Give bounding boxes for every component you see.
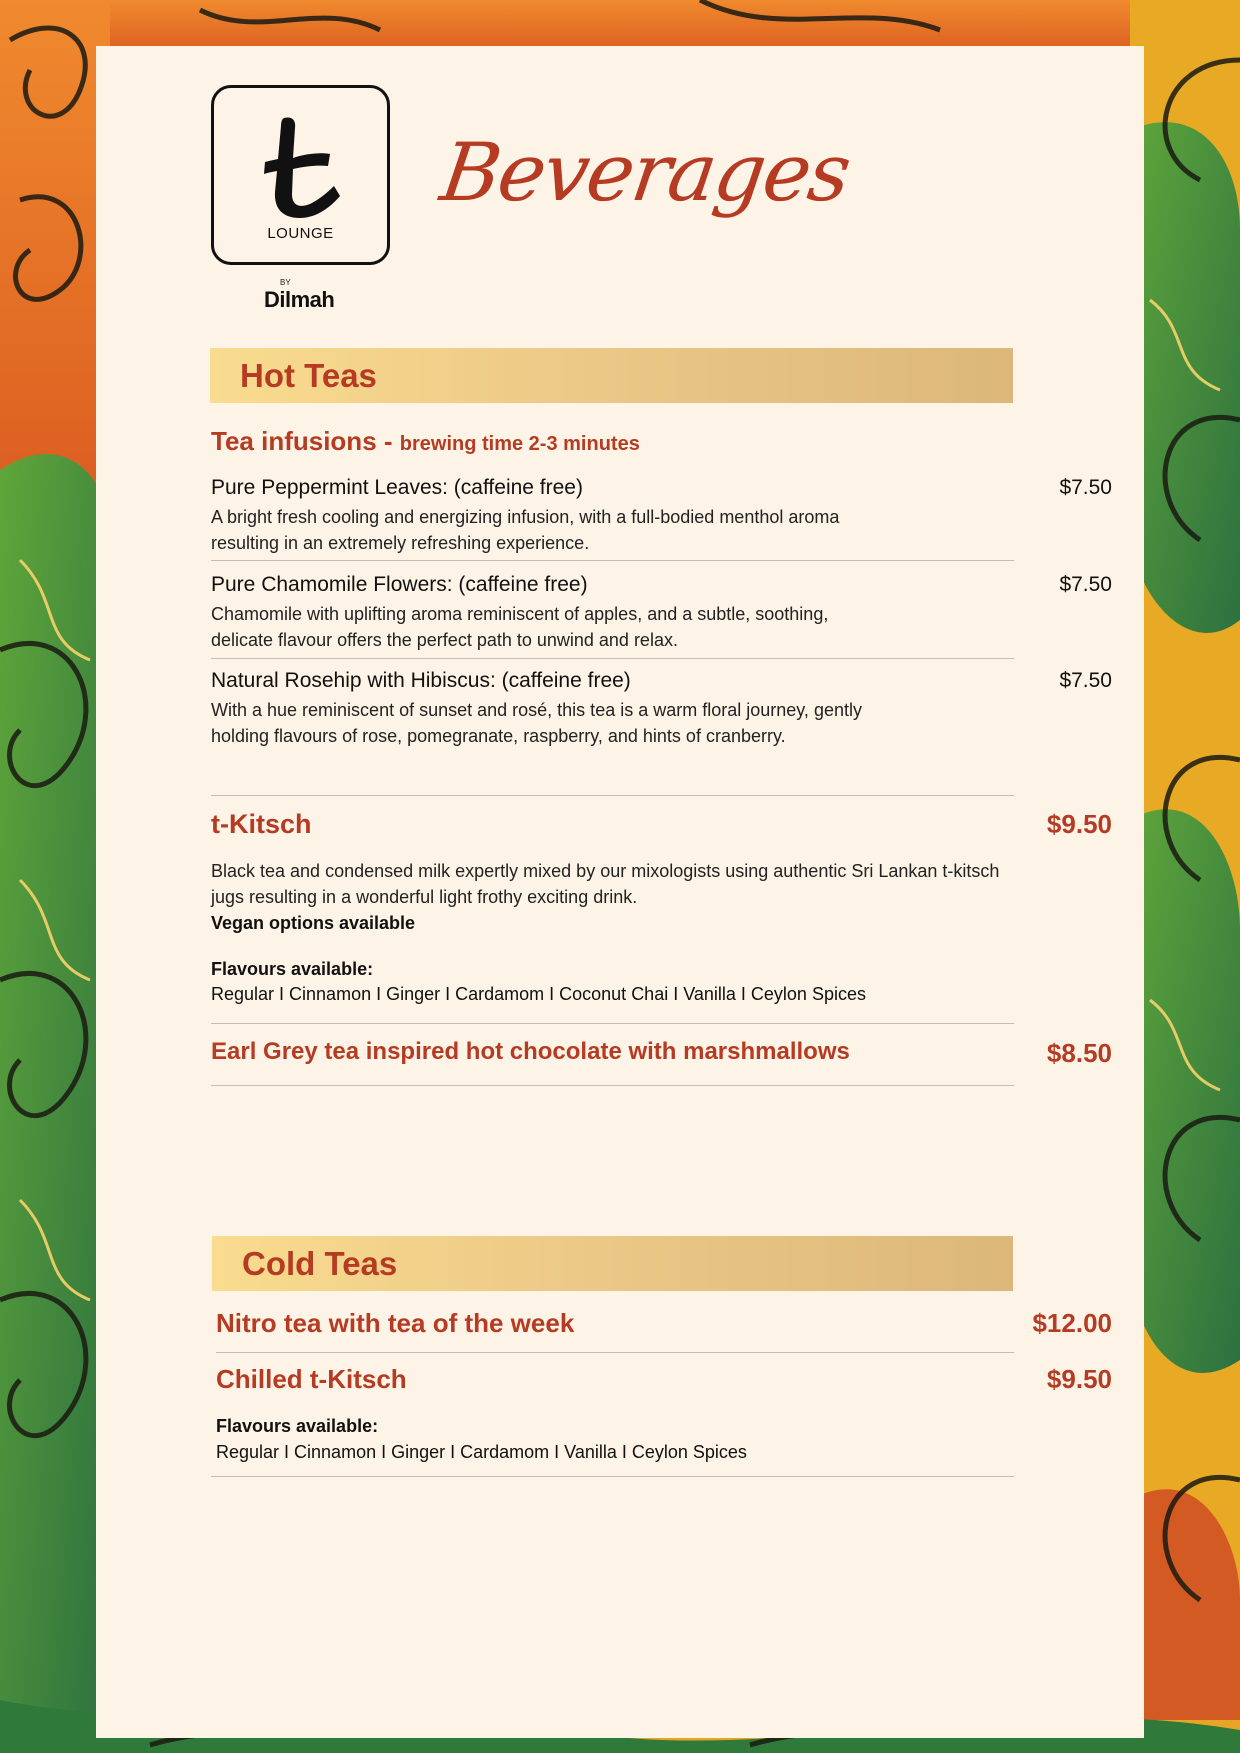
hot-teas-heading: Hot Teas (240, 357, 377, 394)
hot-chocolate-name: Earl Grey tea inspired hot chocolate with marshmallows (211, 1038, 850, 1065)
divider (211, 795, 1014, 796)
cold-teas-banner (212, 1236, 1013, 1291)
menu-item-description: A bright fresh cooling and energizing infusion, with a full-bodied menthol aroma resulting in an extremely refreshing experience. (211, 507, 840, 553)
tea-infusions-label: Tea infusions - (211, 426, 393, 456)
logo-by-text: BY (280, 278, 291, 287)
nitro-tea-name: Nitro tea with tea of the week (216, 1308, 575, 1338)
menu-item-name: Pure Peppermint Leaves: (caffeine free) (211, 476, 583, 499)
hot-chocolate-price: $8.50 (1046, 1038, 1112, 1068)
vegan-note: Vegan options available (211, 913, 416, 933)
divider (211, 1023, 1014, 1024)
menu-item-price: $7.50 (1059, 573, 1112, 596)
flavours-label: Flavours available: (211, 959, 374, 979)
menu-item-name: Pure Chamomile Flowers: (caffeine free) (211, 573, 588, 596)
t-lounge-logo (211, 85, 390, 265)
menu-item-price: $7.50 (1059, 476, 1112, 499)
nitro-tea-price: $12.00 (1032, 1308, 1112, 1338)
dilmah-brand: Dilmah (264, 287, 335, 312)
logo-lounge-text: LOUNGE (267, 225, 334, 242)
menu-item-description: Chamomile with uplifting aroma reminiscent of apples, and a subtle, soothing, delicate flavour offers the perfect path to unwind and relax. (211, 604, 829, 650)
flavours-list: Regular I Cinnamon I Ginger I Cardamom I Coconut Chai I Vanilla I Ceylon Spices (211, 984, 866, 1004)
t-letter-icon (262, 114, 344, 222)
cold-teas-heading: Cold Teas (242, 1245, 398, 1282)
menu-item-name: Natural Rosehip with Hibiscus: (caffeine free) (211, 669, 631, 692)
menu-item-description: With a hue reminiscent of sunset and rosé, this tea is a warm floral journey, gently holding flavours of rose, pomegranate, raspberry, and hints of cranberry. (211, 700, 862, 746)
divider (211, 1085, 1014, 1086)
divider (211, 658, 1014, 659)
divider (216, 1352, 1014, 1353)
menu-item-price: $7.50 (1059, 669, 1112, 692)
menu-card (96, 46, 1144, 1738)
page-title: Beverages (435, 126, 855, 219)
cold-flavours-list: Regular I Cinnamon I Ginger I Cardamom I Vanilla I Ceylon Spices (216, 1442, 747, 1462)
t-kitsch-name: t-Kitsch (211, 809, 312, 839)
divider (211, 1476, 1014, 1477)
t-kitsch-price: $9.50 (1046, 809, 1112, 839)
hot-teas-banner (210, 348, 1013, 403)
brewing-time-note: brewing time 2-3 minutes (399, 433, 640, 455)
tea-infusions-heading (211, 426, 640, 457)
divider (211, 560, 1014, 561)
chilled-kitsch-name: Chilled t-Kitsch (216, 1364, 407, 1394)
chilled-kitsch-price: $9.50 (1046, 1364, 1112, 1394)
cold-flavours-label: Flavours available: (216, 1416, 379, 1436)
t-kitsch-description: Black tea and condensed milk expertly mixed by our mixologists using authentic Sri Lankan t-kitsch jugs resulting in a wonderful light frothy exciting drink. (211, 861, 1000, 907)
